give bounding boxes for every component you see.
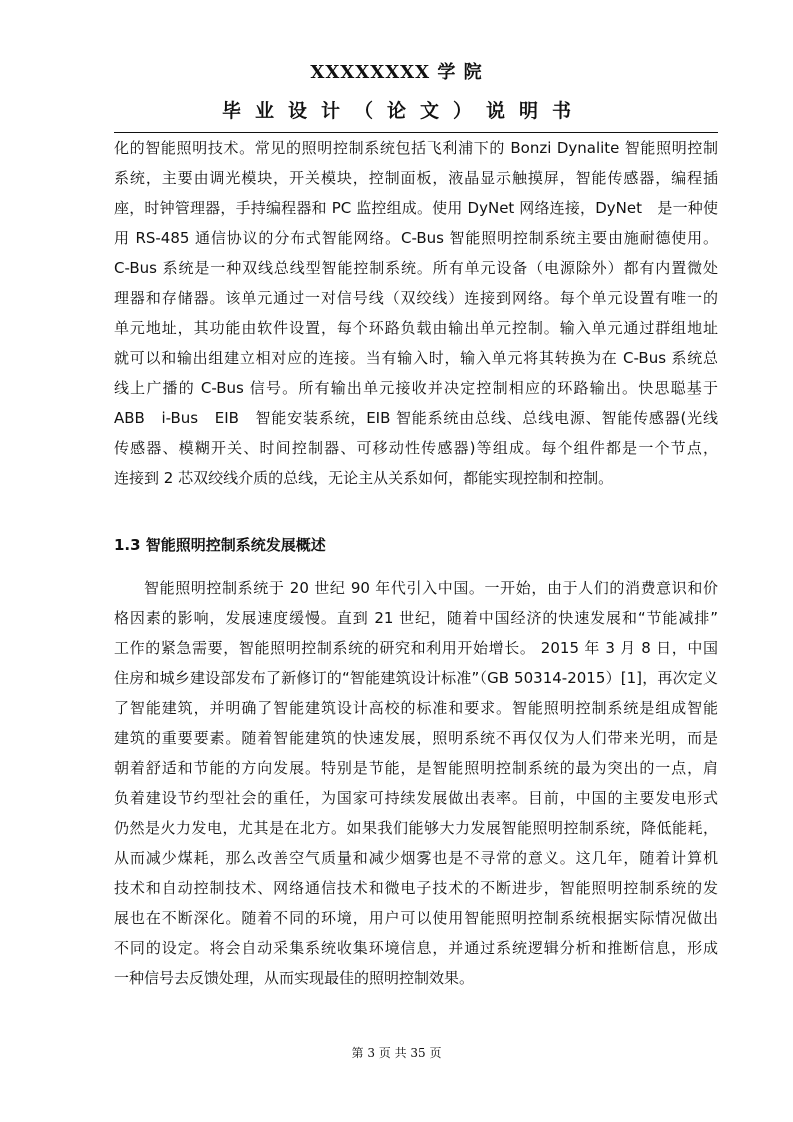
text-line: 从而减少煤耗，那么改善空气质量和减少烟雾也是不寻常的意义。这几年，随着计算机 [114, 849, 718, 867]
text-line: 传感器、模糊开关、时间控制器、可移动性传感器)等组成。每个组件都是一个节点， [114, 439, 718, 457]
section-heading: 1.3 智能照明控制系统发展概述 [114, 536, 326, 554]
text-line: 化的智能照明技术。常见的照明控制系统包括飞利浦下的 Bonzi Dynalite 智能照明控制 [114, 139, 718, 157]
text-line: 住房和城乡建设部发布了新修订的“智能建筑设计标准”（GB 50314-2015）[1]，再次定义 [114, 669, 718, 687]
text-line: 格因素的影响，发展速度缓慢。直到 21 世纪，随着中国经济的快速发展和“节能减排” [114, 609, 718, 627]
header-divider [114, 132, 718, 133]
text-line: 线上广播的 C-Bus 信号。所有输出单元接收并决定控制相应的环路输出。快思聪基于 [114, 379, 718, 397]
text-line: 系统，主要由调光模块，开关模块，控制面板，液晶显示触摸屏，智能传感器，编程插 [114, 169, 718, 187]
text-line: 了智能建筑，并明确了智能建筑设计高校的标准和要求。智能照明控制系统是组成智能 [114, 699, 718, 717]
text-line: 单元地址，其功能由软件设置，每个环路负载由输出单元控制。输入单元通过群组地址 [114, 319, 718, 337]
text-line: ABB i-Bus EIB 智能安装系统，EIB 智能系统由总线、总线电源、智能传感器(光线 [114, 409, 718, 427]
text-line: C-Bus 系统是一种双线总线型智能控制系统。所有单元设备（电源除外）都有内置微处 [114, 259, 718, 277]
text-line: 展也在不断深化。随着不同的环境，用户可以使用智能照明控制系统根据实际情况做出 [114, 909, 718, 927]
text-line: 建筑的重要要素。随着智能建筑的快速发展，照明系统不再仅仅为人们带来光明，而是 [114, 729, 718, 747]
section-paragraph [114, 580, 718, 1000]
text-line: 智能照明控制系统于 20 世纪 90 年代引入中国。一开始，由于人们的消费意识和价 [144, 579, 718, 597]
text-line: 连接到 2 芯双绞线介质的总线，无论主从关系如何，都能实现控制和控制。 [114, 469, 614, 487]
text-line: 一种信号去反馈处理，从而实现最佳的照明控制效果。 [114, 969, 475, 987]
text-line: 座，时钟管理器，手持编程器和 PC 监控组成。使用 DyNet 网络连接，DyNet 是一种使 [114, 199, 718, 217]
school-name: XXXXXXXX 学 院 [310, 62, 483, 83]
text-line: 不同的设定。将会自动采集系统收集环境信息，并通过系统逻辑分析和推断信息，形成 [114, 939, 718, 957]
text-line: 负着建设节约型社会的重任，为国家可持续发展做出表率。目前，中国的主要发电形式 [114, 789, 718, 807]
text-line: 技术和自动控制技术、网络通信技术和微电子技术的不断进步，智能照明控制系统的发 [114, 879, 718, 897]
text-line: 用 RS-485 通信协议的分布式智能网络。C-Bus 智能照明控制系统主要由施耐德使用。 [114, 229, 718, 247]
paragraph-continued [114, 140, 718, 500]
text-line: 工作的紧急需要，智能照明控制系统的研究和利用开始增长。 2015 年 3 月 8 日，中国 [114, 639, 718, 657]
text-line: 仍然是火力发电，尤其是在北方。如果我们能够大力发展智能照明控制系统，降低能耗， [114, 819, 718, 837]
text-line: 朝着舒适和节能的方向发展。特别是节能，是智能照明控制系统的最为突出的一点，肩 [114, 759, 718, 777]
text-line: 理器和存储器。该单元通过一对信号线（双绞线）连接到网络。每个单元设置有唯一的 [114, 289, 718, 307]
page-number: 第 3 页 共 35 页 [351, 1046, 442, 1060]
text-line: 就可以和输出组建立相对应的连接。当有输入时，输入单元将其转换为在 C-Bus 系统总 [114, 349, 718, 367]
document-title: 毕业设计（论文）说明书 [221, 100, 585, 122]
